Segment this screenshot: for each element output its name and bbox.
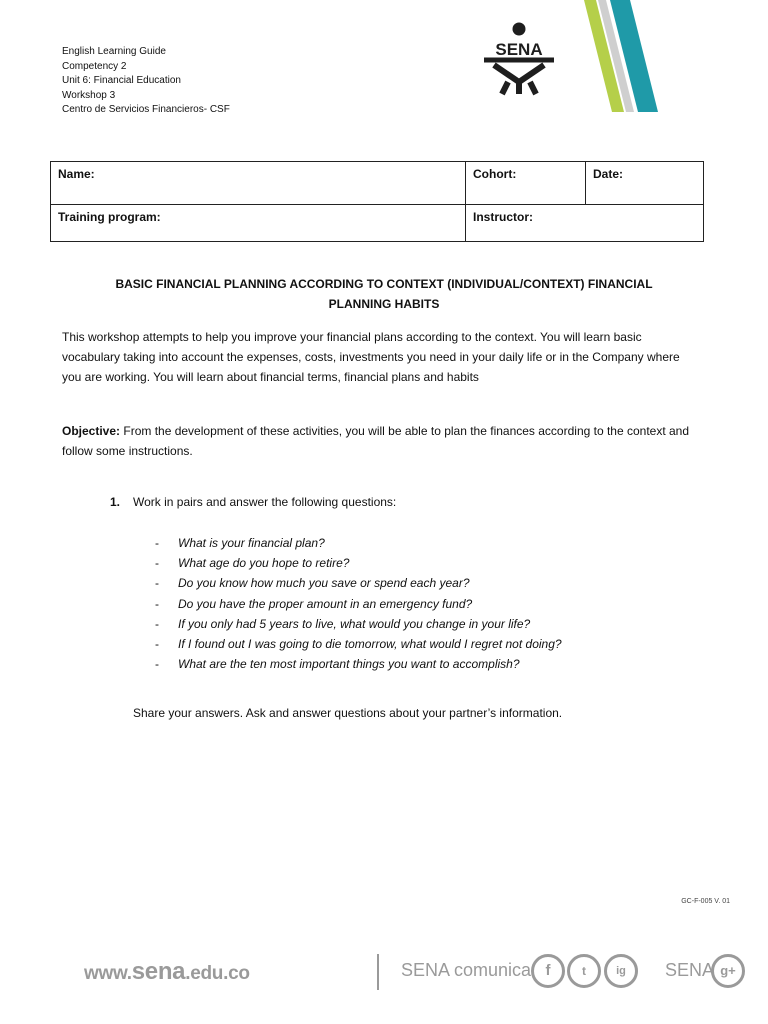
activity-instruction: Work in pairs and answer the following questions: bbox=[133, 495, 397, 509]
sena-comunica-label: SENA comunica bbox=[401, 960, 532, 980]
list-item: - Do you know how much you save or spend each year? bbox=[155, 576, 470, 591]
instructor-field[interactable]: Instructor: bbox=[466, 205, 704, 242]
question-text: If you only had 5 years to live, what would you change in your life? bbox=[178, 616, 531, 631]
activity-heading bbox=[110, 493, 396, 511]
sena-logo bbox=[478, 20, 560, 96]
list-item: - What are the ten most important things you want to accomplish? bbox=[155, 657, 520, 672]
question-text: What is your financial plan? bbox=[178, 536, 325, 550]
svg-text:SENA: SENA bbox=[495, 40, 543, 59]
activity-number: 1. bbox=[110, 495, 121, 509]
header-line-unit: Unit 6: Financial Education bbox=[62, 75, 181, 86]
question-text: What age do you hope to retire? bbox=[178, 556, 350, 571]
header-line-center: Centro de Servicios Financieros- CSF bbox=[62, 104, 230, 115]
objective-text: From the development of these activities, you will be able to plan the finances according to the context and follow some instructions. bbox=[62, 424, 690, 458]
footer-website-link[interactable]: www.sena.edu.co bbox=[84, 958, 250, 985]
google-plus-icon[interactable]: g+ bbox=[711, 954, 745, 988]
header-line-guide: English Learning Guide bbox=[62, 46, 166, 57]
sena-footer-label: SENA bbox=[665, 960, 715, 980]
objective-paragraph bbox=[62, 421, 702, 461]
date-field[interactable]: Date: bbox=[586, 162, 704, 205]
footer-divider bbox=[377, 954, 379, 990]
training-program-field[interactable]: Training program: bbox=[51, 205, 466, 242]
facebook-icon[interactable]: f bbox=[531, 954, 565, 988]
closing-instruction: Share your answers. Ask and answer questions about your partner’s information. bbox=[133, 706, 563, 720]
twitter-icon[interactable]: t bbox=[567, 954, 601, 988]
question-text: If I found out I was going to die tomorrow, what would I regret not doing? bbox=[178, 636, 562, 651]
header-line-competency: Competency 2 bbox=[62, 60, 127, 72]
header-line-workshop: Workshop 3 bbox=[62, 89, 116, 101]
list-item: - What age do you hope to retire? bbox=[155, 556, 350, 571]
question-list bbox=[155, 533, 562, 674]
list-item: - If you only had 5 years to live, what would you change in your life? bbox=[155, 616, 531, 631]
list-item: - Do you have the proper amount in an emergency fund? bbox=[155, 596, 473, 611]
document-header bbox=[62, 45, 230, 118]
document-code: GC-F-005 V. 01 bbox=[681, 898, 730, 905]
list-item: - If I found out I was going to die tomorrow, what would I regret not doing? bbox=[155, 636, 562, 651]
cohort-field[interactable]: Cohort: bbox=[466, 162, 586, 205]
question-text: What are the ten most important things you want to accomplish? bbox=[178, 657, 520, 672]
list-item: - What is your financial plan? bbox=[155, 536, 325, 550]
header-stripes bbox=[560, 0, 768, 112]
name-field[interactable]: Name: bbox=[51, 162, 466, 205]
intro-paragraph: This workshop attempts to help you improve your financial plans according to the context. You will learn basic vocabulary taking into account the expenses, costs, investments you need in your daily life or in the Company where you are working. You will learn about financial terms, financial plans and habits bbox=[62, 330, 680, 384]
student-info-table bbox=[50, 161, 704, 242]
workshop-title: BASIC FINANCIAL PLANNING ACCORDING TO CONTEXT (INDIVIDUAL/CONTEXT) FINANCIAL PLANNING HABITS bbox=[115, 277, 653, 311]
objective-label: Objective: bbox=[62, 424, 121, 438]
instagram-icon[interactable]: ig bbox=[604, 954, 638, 988]
question-text: Do you know how much you save or spend each year? bbox=[178, 576, 470, 591]
question-text: Do you have the proper amount in an emergency fund? bbox=[178, 596, 473, 611]
